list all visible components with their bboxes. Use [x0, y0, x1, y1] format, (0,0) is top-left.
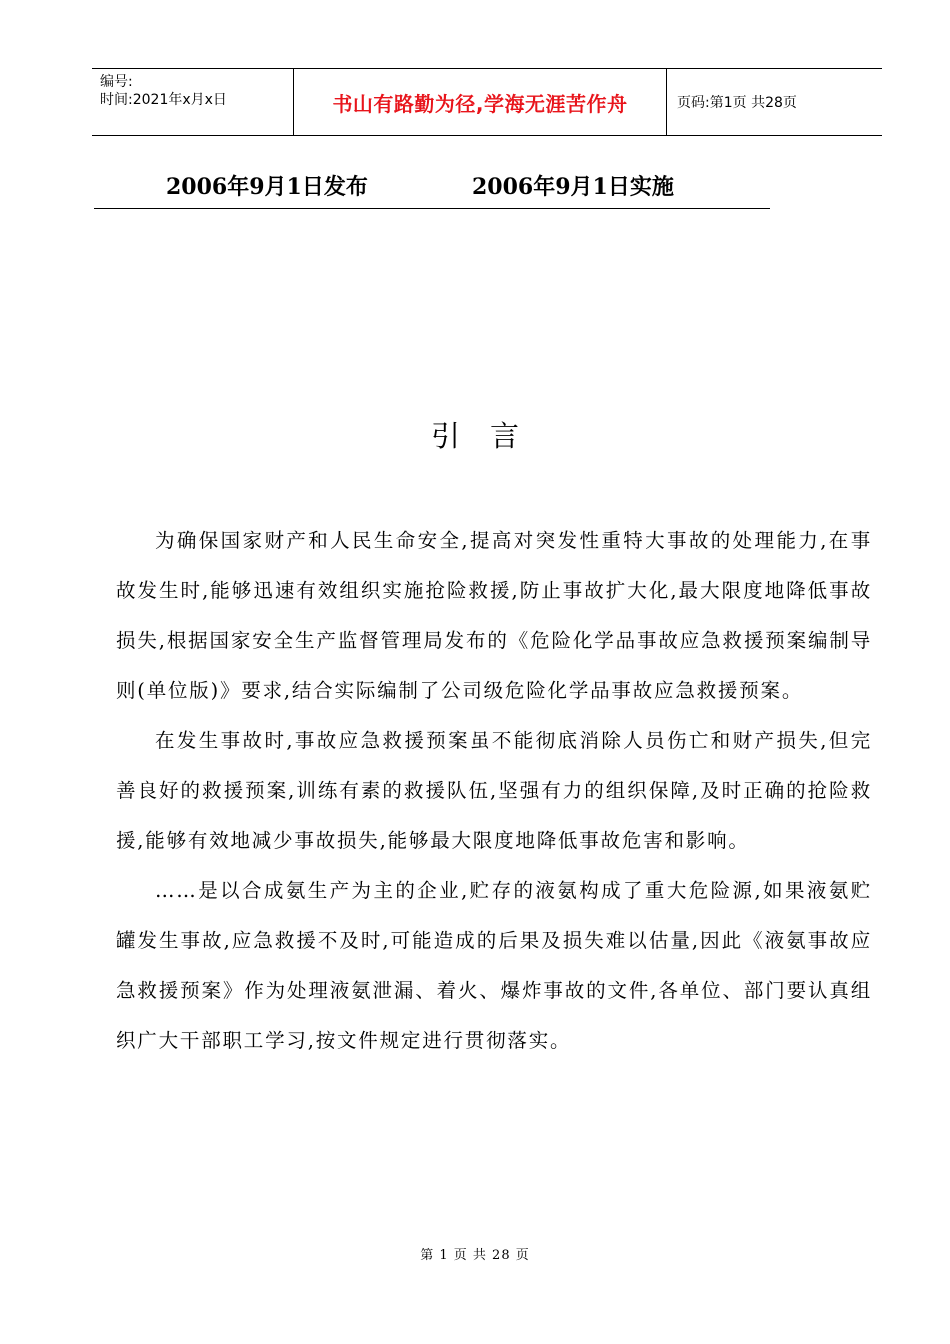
header-table [92, 68, 882, 136]
header-motto-cell [294, 69, 667, 135]
paragraph-3: ……是以合成氨生产为主的企业,贮存的液氨构成了重大危险源,如果液氨贮罐发生事故,应急救援不及时,可能造成的后果及损失难以估量,因此《液氨事故应急救援预案》作为处理液氨泄漏、着火、爆炸事故的文件,各单位、部门要认真组织广大干部职工学习,按文件规定进行贯彻落实。 [116, 879, 872, 1052]
paragraph-2: 在发生事故时,事故应急救援预案虽不能彻底消除人员伤亡和财产损失,但完善良好的救援预案,训练有素的救援队伍,坚强有力的组织保障,及时正确的抢险救援,能够有效地减少事故损失,能够最大限度地降低事故危害和影响。 [116, 729, 872, 852]
paragraph-1: 为确保国家财产和人民生命安全,提高对突发性重特大事故的处理能力,在事故发生时,能够迅速有效组织实施抢险救援,防止事故扩大化,最大限度地降低事故损失,根据国家安全生产监督管理局发布的《危险化学品事故应急救援预案编制导则(单位版)》要求,结合实际编制了公司级危险化学品事故应急救援预案。 [116, 529, 872, 702]
document-time: 时间:2021年x月x日 [100, 92, 227, 108]
header-page-cell [667, 69, 882, 135]
header-meta-cell [92, 69, 294, 135]
header-page-info: 页码:第1页 共28页 [677, 95, 797, 111]
implement-date: 2006年9月1日实施 [472, 174, 674, 200]
issue-dates [94, 170, 770, 209]
section-title: 引言 [430, 419, 549, 453]
publish-date: 2006年9月1日发布 [166, 174, 368, 200]
header-motto: 书山有路勤为径,学海无涯苦作舟 [332, 91, 628, 116]
body-text [116, 516, 872, 1066]
page-footer: 第 1 页 共 28 页 [420, 1248, 530, 1263]
document-number-label: 编号: [100, 74, 133, 90]
